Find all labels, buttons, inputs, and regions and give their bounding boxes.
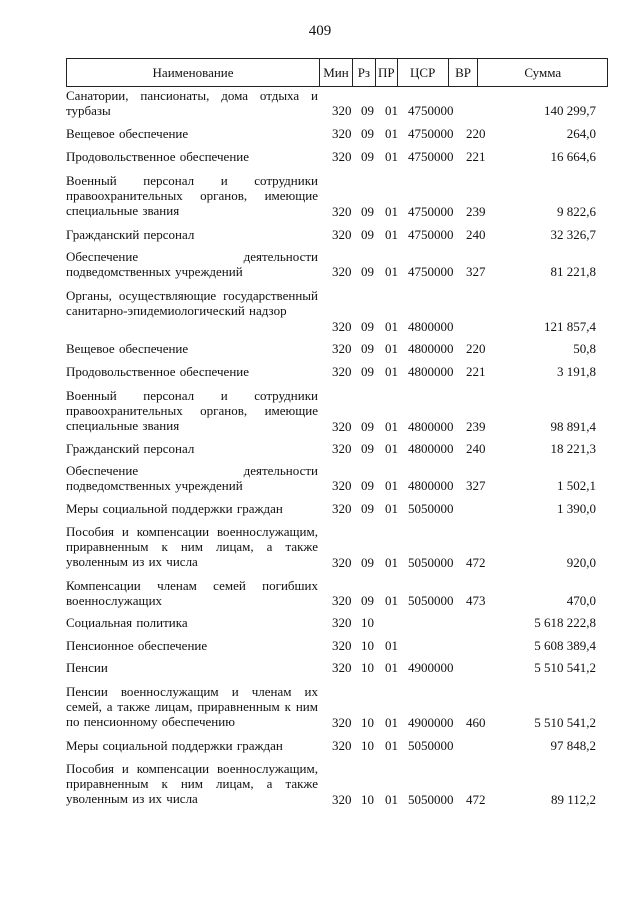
row-sum: 1 390,0 — [557, 501, 596, 516]
row-sum: 98 891,4 — [550, 419, 596, 434]
row-vr: 221 — [466, 149, 486, 164]
row-name: Пенсионное обеспечение — [66, 638, 208, 653]
row-name: Меры социальной поддержки граждан — [66, 501, 283, 516]
table-row — [66, 761, 608, 807]
row-rz: 10 — [361, 615, 374, 630]
row-sum: 50,8 — [573, 341, 596, 356]
row-name: Санатории, пансионаты, дома отдыха и турбазы — [66, 88, 318, 118]
row-csr: 4750000 — [408, 204, 454, 219]
row-sum: 32 326,7 — [550, 227, 596, 242]
header-name: Наименование — [67, 59, 320, 86]
row-min: 320 — [332, 227, 352, 242]
row-name: Пособия и компенсации военнослужащим, приравненным к ним лицам, а также уволенным из их числа — [66, 524, 318, 569]
row-sum: 121 857,4 — [544, 319, 596, 334]
row-pr: 01 — [385, 103, 398, 118]
table-row — [66, 126, 608, 141]
row-name: Социальная политика — [66, 615, 188, 630]
row-sum: 140 299,7 — [544, 103, 596, 118]
row-csr: 4800000 — [408, 441, 454, 456]
table-row — [66, 341, 608, 356]
row-name: Гражданский персонал — [66, 441, 195, 456]
row-sum: 5 510 541,2 — [534, 660, 596, 675]
table-header — [66, 58, 608, 87]
row-name: Обеспечение деятельности подведомственных учреждений — [66, 249, 318, 279]
table-row — [66, 388, 608, 434]
row-vr: 327 — [466, 264, 486, 279]
row-name: Вещевое обеспечение — [66, 341, 189, 356]
row-rz: 09 — [361, 555, 374, 570]
row-pr: 01 — [385, 126, 398, 141]
row-min: 320 — [332, 419, 352, 434]
row-sum: 81 221,8 — [550, 264, 596, 279]
row-name: Военный персонал и сотрудники правоохранительных органов, имеющие специальные звания — [66, 173, 318, 218]
row-rz: 09 — [361, 419, 374, 434]
row-min: 320 — [332, 364, 352, 379]
row-rz: 09 — [361, 103, 374, 118]
row-csr: 5050000 — [408, 593, 454, 608]
row-rz: 09 — [361, 319, 374, 334]
row-min: 320 — [332, 341, 352, 356]
row-csr: 4800000 — [408, 319, 454, 334]
row-rz: 09 — [361, 593, 374, 608]
row-csr: 5050000 — [408, 501, 454, 516]
row-sum: 1 502,1 — [557, 478, 596, 493]
row-pr: 01 — [385, 319, 398, 334]
row-vr: 239 — [466, 204, 486, 219]
table-row — [66, 149, 608, 164]
row-rz: 10 — [361, 792, 374, 807]
row-rz: 10 — [361, 715, 374, 730]
row-pr: 01 — [385, 660, 398, 675]
row-name: Пенсии — [66, 660, 108, 675]
table-row — [66, 249, 608, 279]
row-rz: 10 — [361, 660, 374, 675]
row-min: 320 — [332, 555, 352, 570]
row-csr: 4800000 — [408, 364, 454, 379]
row-name: Гражданский персонал — [66, 227, 195, 242]
row-vr: 472 — [466, 555, 486, 570]
row-pr: 01 — [385, 638, 398, 653]
row-name: Вещевое обеспечение — [66, 126, 189, 141]
header-rz: Рз — [353, 59, 376, 86]
row-rz: 09 — [361, 441, 374, 456]
row-csr: 4750000 — [408, 126, 454, 141]
header-sum: Сумма — [524, 64, 562, 80]
row-csr: 4800000 — [408, 341, 454, 356]
row-vr: 221 — [466, 364, 486, 379]
row-pr: 01 — [385, 593, 398, 608]
row-name: Продовольственное обеспечение — [66, 149, 249, 164]
table-row — [66, 524, 608, 570]
header-pr: ПР — [376, 59, 398, 86]
row-min: 320 — [332, 126, 352, 141]
row-pr: 01 — [385, 441, 398, 456]
page-number: 409 — [308, 23, 332, 39]
row-min: 320 — [332, 501, 352, 516]
row-rz: 09 — [361, 204, 374, 219]
row-csr: 4750000 — [408, 103, 454, 118]
row-sum: 9 822,6 — [557, 204, 596, 219]
row-vr: 473 — [466, 593, 486, 608]
row-sum: 3 191,8 — [557, 364, 596, 379]
row-pr: 01 — [385, 204, 398, 219]
table-row — [66, 173, 608, 219]
row-min: 320 — [332, 593, 352, 608]
row-pr: 01 — [385, 555, 398, 570]
table-row — [66, 660, 608, 675]
row-name: Пенсии военнослужащим и членам их семей, а также лицам, приравненным к ним по пенсионному обеспечению — [66, 684, 318, 729]
table-row — [66, 638, 608, 653]
row-csr: 4750000 — [408, 264, 454, 279]
table-row — [66, 227, 608, 242]
row-min: 320 — [332, 660, 352, 675]
row-rz: 09 — [361, 501, 374, 516]
table-row — [66, 684, 608, 730]
row-csr: 4750000 — [408, 149, 454, 164]
row-min: 320 — [332, 715, 352, 730]
row-min: 320 — [332, 149, 352, 164]
row-min: 320 — [332, 319, 352, 334]
row-rz: 09 — [361, 341, 374, 356]
row-min: 320 — [332, 103, 352, 118]
row-pr: 01 — [385, 227, 398, 242]
row-name: Военный персонал и сотрудники правоохранительных органов, имеющие специальные звания — [66, 388, 318, 433]
row-vr: 240 — [466, 441, 486, 456]
row-csr: 5050000 — [408, 792, 454, 807]
row-rz: 10 — [361, 638, 374, 653]
row-min: 320 — [332, 638, 352, 653]
row-csr: 4900000 — [408, 660, 454, 675]
row-sum: 18 221,3 — [550, 441, 596, 456]
table-row — [66, 441, 608, 456]
row-vr: 239 — [466, 419, 486, 434]
row-min: 320 — [332, 478, 352, 493]
row-min: 320 — [332, 792, 352, 807]
row-rz: 09 — [361, 227, 374, 242]
header-vr: ВР — [449, 59, 479, 86]
row-pr: 01 — [385, 364, 398, 379]
row-pr: 01 — [385, 501, 398, 516]
row-rz: 09 — [361, 149, 374, 164]
row-csr: 4800000 — [408, 478, 454, 493]
row-sum: 5 608 389,4 — [534, 638, 596, 653]
table-row — [66, 463, 608, 493]
header-min: Мин — [320, 59, 353, 86]
row-pr: 01 — [385, 419, 398, 434]
table-row — [66, 615, 608, 630]
row-min: 320 — [332, 615, 352, 630]
row-min: 320 — [332, 738, 352, 753]
header-csr: ЦСР — [398, 59, 449, 86]
row-csr: 4800000 — [408, 419, 454, 434]
row-sum: 16 664,6 — [550, 149, 596, 164]
row-name: Пособия и компенсации военнослужащим, приравненным к ним лицам, а также уволенным из их числа — [66, 761, 318, 806]
row-rz: 09 — [361, 364, 374, 379]
row-vr: 220 — [466, 341, 486, 356]
table-row — [66, 364, 608, 379]
row-sum: 264,0 — [566, 126, 596, 141]
table-row — [66, 738, 608, 753]
row-vr: 472 — [466, 792, 486, 807]
row-pr: 01 — [385, 149, 398, 164]
row-name: Обеспечение деятельности подведомственных учреждений — [66, 463, 318, 493]
row-sum: 5 510 541,2 — [534, 715, 596, 730]
row-csr: 5050000 — [408, 738, 454, 753]
row-sum: 470,0 — [566, 593, 596, 608]
row-pr: 01 — [385, 738, 398, 753]
row-csr: 5050000 — [408, 555, 454, 570]
row-pr: 01 — [385, 341, 398, 356]
row-name: Меры социальной поддержки граждан — [66, 738, 283, 753]
row-min: 320 — [332, 204, 352, 219]
row-sum: 97 848,2 — [550, 738, 596, 753]
row-vr: 240 — [466, 227, 486, 242]
row-vr: 220 — [466, 126, 486, 141]
row-csr: 4750000 — [408, 227, 454, 242]
row-min: 320 — [332, 441, 352, 456]
row-name: Компенсации членам семей погибших военнослужащих — [66, 578, 318, 608]
row-vr: 460 — [466, 715, 486, 730]
table-row — [66, 501, 608, 516]
table-row — [66, 578, 608, 608]
row-name: Органы, осуществляющие государственный санитарно-эпидемиологический надзор — [66, 288, 318, 318]
row-pr: 01 — [385, 715, 398, 730]
row-rz: 09 — [361, 264, 374, 279]
row-pr: 01 — [385, 264, 398, 279]
row-csr: 4900000 — [408, 715, 454, 730]
row-rz: 09 — [361, 478, 374, 493]
row-name: Продовольственное обеспечение — [66, 364, 249, 379]
table-row — [66, 88, 608, 118]
row-rz: 09 — [361, 126, 374, 141]
row-sum: 5 618 222,8 — [534, 615, 596, 630]
row-pr: 01 — [385, 478, 398, 493]
row-pr: 01 — [385, 792, 398, 807]
row-rz: 10 — [361, 738, 374, 753]
row-min: 320 — [332, 264, 352, 279]
row-vr: 327 — [466, 478, 486, 493]
table-row — [66, 288, 608, 334]
row-sum: 89 112,2 — [550, 792, 596, 807]
row-sum: 920,0 — [566, 555, 596, 570]
